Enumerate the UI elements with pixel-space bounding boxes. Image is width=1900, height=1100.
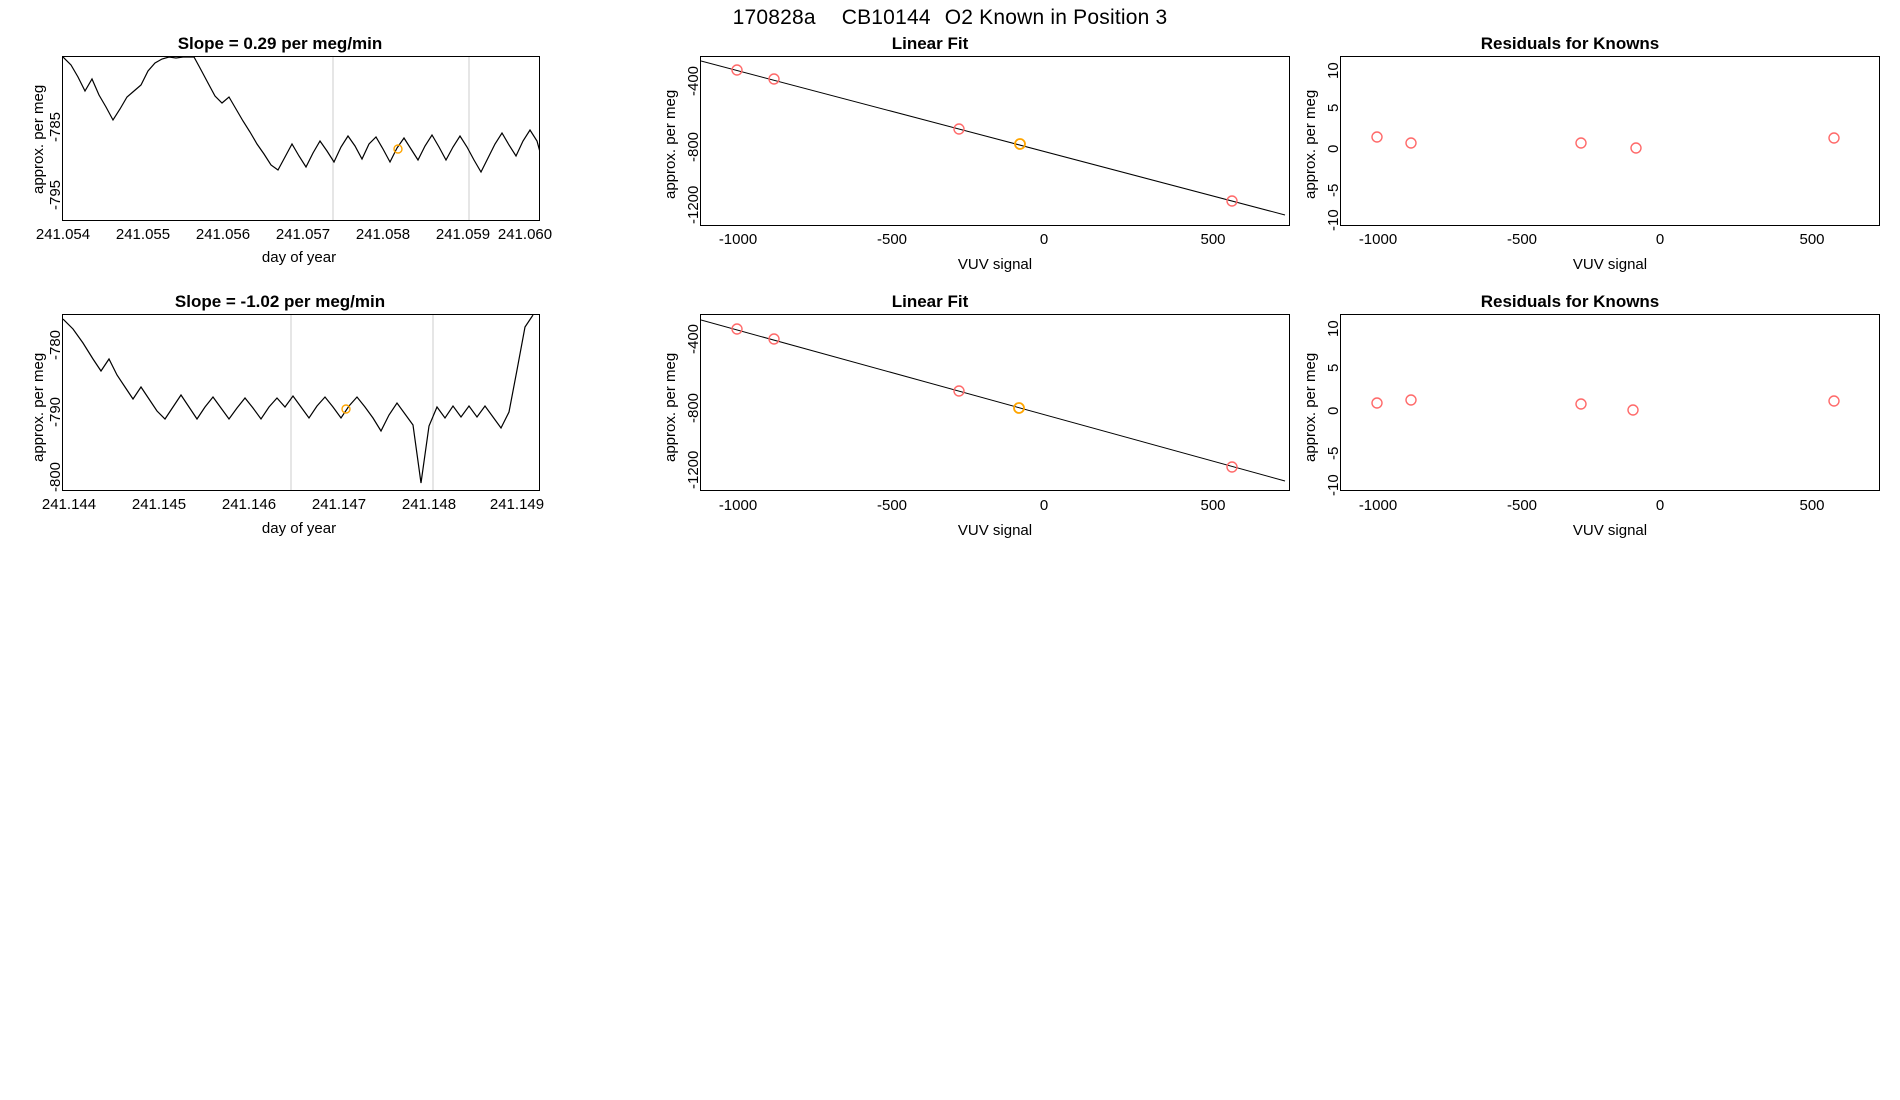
ytick-bot-res-5: 5 [1325,363,1342,372]
panel-top-linearfit [640,34,1260,273]
panel-title-top-linearfit: Linear Fit [891,34,969,53]
panel-title-top-timeseries: Slope = 0.29 per meg/min [177,34,383,53]
plot-svg-top-linearfit [701,57,1290,226]
xtick-bot-lf--500: -500 [876,497,908,514]
xtick-top-ts-1: 241.054 [35,226,91,243]
ytick-top-lf-400: -400 [685,65,702,96]
xtick-bot-ts-1: 241.144 [41,496,97,513]
ytick-top-lf-1200: -1200 [685,185,702,224]
xtick-bot-res-0: 0 [1655,497,1665,514]
xlabel-top-residuals: VUV signal [1572,256,1648,273]
plot-area-top-residuals [1340,56,1880,226]
ytick-bot-res-10: 10 [1325,320,1342,337]
plot-svg-bottom-timeseries [63,315,540,491]
page-title [0,6,1900,30]
panel-bottom-timeseries [20,292,545,537]
panel-title-bottom-residuals: Residuals for Knowns [1480,292,1660,311]
run-id: 170828a [732,6,816,29]
panel-bottom-linearfit [640,292,1260,539]
panel-title-bottom-linearfit: Linear Fit [891,292,969,311]
xtick-bot-ts-4: 241.147 [311,496,367,513]
ytick-bot-lf--800: -800 [685,392,702,423]
plot-area-bottom-timeseries [62,314,540,491]
ytick-top-res--5: -5 [1325,183,1342,197]
xlabel-top-timeseries: day of year [261,249,337,266]
xtick-top-ts-6: 241.059 [435,226,491,243]
xtick-bot-ts-2: 241.145 [131,496,187,513]
ytick-bot-res--10: -10 [1325,474,1342,496]
panel-top-residuals [1280,34,1900,273]
xtick-top-lf--500: -500 [876,231,908,248]
ytick-bot-ts--790: -790 [47,396,64,427]
ytick-bot-lf--400: -400 [685,323,702,354]
xtick-bot-lf--1000: -1000 [718,497,758,514]
xtick-top-ts-2: 241.055 [115,226,171,243]
ytick-top-res-0: 0 [1325,144,1342,153]
sample-id: CB10144 [841,6,931,29]
plot-area-top-timeseries [62,56,540,221]
plot-svg-top-timeseries [63,57,540,221]
xtick-top-lf--1000: -1000 [718,231,758,248]
ytick-top-ts-785: -785 [47,111,64,142]
ylabel-top-linearfit: approx. per meg [662,89,679,199]
panel-bottom-residuals [1280,292,1900,539]
xtick-top-res--1000: -1000 [1358,231,1398,248]
xtick-bot-lf-0: 0 [1039,497,1049,514]
ytick-top-res-5: 5 [1325,103,1342,112]
ytick-bot-lf--1200: -1200 [685,450,702,489]
xlabel-bottom-linearfit: VUV signal [957,522,1033,539]
xlabel-top-linearfit: VUV signal [957,256,1033,273]
ylabel-top-residuals: approx. per meg [1302,89,1319,199]
ytick-bot-ts--800: -800 [47,461,64,492]
xtick-top-ts-7: 241.060 [497,226,553,243]
xtick-bot-lf-500: 500 [1200,497,1226,514]
ytick-bot-ts--780: -780 [47,329,64,360]
xtick-bot-res--500: -500 [1506,497,1538,514]
ylabel-bottom-residuals: approx. per meg [1302,352,1319,462]
ylabel-bottom-timeseries: approx. per meg [30,352,47,462]
xtick-bot-ts-6: 241.149 [489,496,545,513]
xtick-top-res-0: 0 [1655,231,1665,248]
ytick-top-lf-800: -800 [685,131,702,162]
ylabel-top-timeseries: approx. per meg [30,84,47,194]
xlabel-bottom-timeseries: day of year [261,520,337,537]
plot-svg-top-residuals [1341,57,1880,226]
xlabel-bottom-residuals: VUV signal [1572,522,1648,539]
panel-top-timeseries [20,34,553,266]
panel-title-top-residuals: Residuals for Knowns [1480,34,1660,53]
ytick-top-res--10: -10 [1325,209,1342,231]
ytick-bot-res--5: -5 [1325,446,1342,460]
xtick-top-ts-4: 241.057 [275,226,331,243]
ytick-bot-res-0: 0 [1325,406,1342,415]
plot-area-bottom-linearfit [700,314,1290,491]
plot-area-top-linearfit [700,56,1290,226]
xtick-top-res-500: 500 [1799,231,1825,248]
xtick-bot-ts-5: 241.148 [401,496,457,513]
xtick-bot-res-500: 500 [1799,497,1825,514]
ytick-top-res-10: 10 [1325,62,1342,79]
plot-svg-bottom-linearfit [701,315,1290,491]
xtick-bot-res--1000: -1000 [1358,497,1398,514]
xtick-bot-ts-3: 241.146 [221,496,277,513]
xtick-top-res--500: -500 [1506,231,1538,248]
plot-svg-bottom-residuals [1341,315,1880,491]
xtick-top-lf-0: 0 [1039,231,1049,248]
xtick-top-ts-3: 241.056 [195,226,251,243]
header-description: O2 Known in Position 3 [944,6,1168,29]
ytick-top-ts-795: -795 [47,179,64,210]
ylabel-bottom-linearfit: approx. per meg [662,352,679,462]
plot-area-bottom-residuals [1340,314,1880,491]
xtick-top-ts-5: 241.058 [355,226,411,243]
panel-title-bottom-timeseries: Slope = -1.02 per meg/min [174,292,386,311]
xtick-top-lf-500: 500 [1200,231,1226,248]
